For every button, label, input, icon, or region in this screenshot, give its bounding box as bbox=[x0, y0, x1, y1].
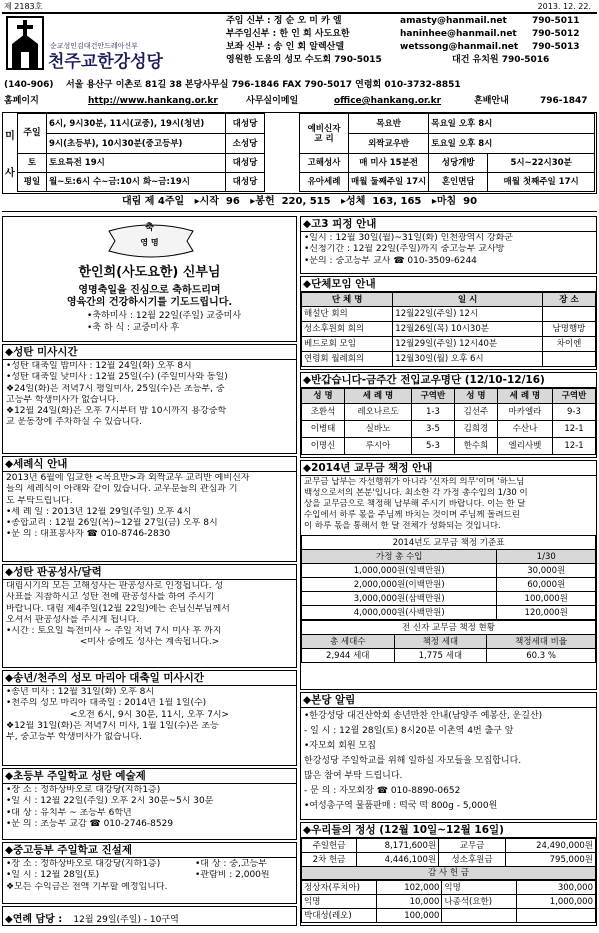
dues-section bbox=[300, 460, 597, 690]
table-cell: 12월22일(주일) 12시 bbox=[393, 307, 543, 322]
meetings-section bbox=[300, 276, 597, 370]
mass-day-saturday: 토 bbox=[18, 154, 47, 173]
table-header: 단 체 명 bbox=[302, 293, 393, 307]
address: 서울 용산구 이촌로 81길 38 본당사무실 796-1846 FAX 790-5017 연령회 010-3732-8851 bbox=[66, 80, 461, 90]
text-line: •문 의 : 초등부 교감 ☎ 010-2746-8529 bbox=[6, 818, 174, 829]
parish-notice-section bbox=[300, 692, 597, 820]
zip-code: (140-906) bbox=[4, 80, 54, 90]
text-line: •관람비 : 2,000원 bbox=[195, 870, 270, 880]
table-cell: 12월29일(주일) 12시40분 bbox=[393, 337, 543, 352]
table-cell: 한수희 bbox=[454, 438, 497, 455]
wedding-label: 혼배안내 bbox=[474, 96, 509, 106]
table-cell: 300,000 bbox=[517, 881, 596, 895]
mass-time: 6시, 9시30분, 11시(교중), 19시(청년) bbox=[47, 114, 226, 134]
table-cell: 795,000원 bbox=[506, 853, 596, 867]
catechumen-class: 외짝교우반 bbox=[349, 134, 429, 154]
table-cell: 김희경 bbox=[454, 421, 497, 438]
table-title: 2014년도 교무금 책정 기준표 bbox=[302, 536, 596, 550]
table-cell bbox=[542, 307, 595, 322]
table-cell: 성소후원회 회의 bbox=[302, 322, 393, 337]
dues-standard-table bbox=[301, 535, 596, 620]
table-cell: 1,775 세대 bbox=[394, 649, 487, 663]
table-cell: 102,000 bbox=[377, 881, 442, 895]
confession-time: 매 미사 15분전 bbox=[349, 154, 429, 173]
homepage-label: 홈페이지 bbox=[4, 96, 39, 106]
mass-time: 토요특전 19시 bbox=[47, 154, 226, 173]
mass-day-sunday: 주일 bbox=[18, 114, 47, 154]
table-header: 구역반 bbox=[552, 389, 595, 404]
clergy-contacts: 주임 신부 : 정 순 오 미 카 엘 amasty@hanmail.net 790-5011 부주임신부 : 한 인 희 사도요한 haninhee@hanmail.net 790-5012 보좌 신부 : 송 인 회 알렉산델 wetssong@hanmail.net 790-5013 영원한 도움의 성모 수도회 790-5015 대건 유치원 790-5016 bbox=[226, 16, 580, 65]
catechumen-label: 예비신자 교 리 bbox=[300, 114, 349, 154]
table-cell: 정상자(루치아) bbox=[302, 881, 377, 895]
table-cell: 주일헌금 bbox=[302, 839, 357, 853]
marriage-interview-label: 혼인면담 bbox=[429, 173, 488, 192]
text-line: 바랍니다. 대림 제4주일(12월 22일)에는 손님신부님께서 bbox=[6, 603, 230, 614]
table-cell: 해설단 회의 bbox=[302, 307, 393, 322]
infant-baptism-time: 매월 둘째주일 17시 bbox=[349, 173, 429, 192]
table-header: 세 례 명 bbox=[497, 389, 552, 404]
text-line: 사표를 지참하시고 성탄 전에 판공성사를 하여 주시기 bbox=[6, 592, 215, 603]
text-line: •종합교리 : 12월 26일(목)~12월 27일(금) 오후 8시 bbox=[6, 518, 218, 529]
table-cell: 5-3 bbox=[411, 438, 454, 455]
section-title: ◆세례식 안내 bbox=[3, 457, 296, 472]
parish-name: 천주교한강성당 bbox=[48, 52, 163, 72]
catechumen-time: 목요일 오후 8시 bbox=[429, 114, 595, 134]
text-line: 대림시기의 모든 고해성사는 판공성사로 인정됩니다. 성 bbox=[6, 581, 224, 591]
text-line: •자모회 회원 모집 bbox=[304, 741, 376, 751]
catechumen-class: 목요반 bbox=[349, 114, 429, 134]
section-title: ◆중고등부 주일학교 진설제 bbox=[3, 843, 296, 858]
mass-place: 대성당 bbox=[226, 114, 265, 134]
text-line: •세 례 일 : 2013년 12월 29일(주일) 오후 4시 bbox=[6, 506, 192, 517]
table-cell: 김선주 bbox=[454, 404, 497, 421]
homepage-link[interactable]: http://www.hankang.or.kr bbox=[88, 96, 218, 106]
mass-time: 9시(초등부), 10시30분(중고등부) bbox=[47, 134, 226, 154]
offering-table bbox=[301, 838, 596, 880]
church-open-label: 성당개방 bbox=[429, 154, 488, 173]
mass-place: 소성당 bbox=[226, 134, 265, 154]
text-line: 부, 중고등부 학생미사가 없습니다. bbox=[6, 732, 143, 743]
text-line: •일시 : 12월 30일(월)~31일(화) 인천광역시 강화군 bbox=[304, 233, 513, 243]
text-line: •일 시 : 12월 28일(토) bbox=[6, 870, 100, 881]
text-line: 수입에서 하루 몫을 주님께 바치는 것이며 주님께 돌려드린 bbox=[304, 510, 520, 520]
celebration-line: 영명축일을 진심으로 축하드리며 bbox=[78, 285, 221, 296]
table-cell: 엘리사벳 bbox=[497, 438, 552, 455]
table-cell: 나종석(요한) bbox=[442, 895, 517, 909]
section-title: ◆2014년 교무금 책정 안내 bbox=[301, 461, 596, 476]
table-cell: 차이엔 bbox=[542, 337, 595, 352]
table-cell: 이병태 bbox=[302, 421, 345, 438]
table-cell: 12-1 bbox=[552, 421, 595, 438]
baptism-section bbox=[2, 456, 297, 562]
mass-schedule bbox=[2, 112, 597, 194]
text-line: 백성으로서의 본분'입니다. 최소한 각 가정 총수입의 1/30 이 bbox=[304, 488, 528, 498]
table-cell: 12월26일(목) 10시30분 bbox=[393, 322, 543, 337]
table-cell: 4,000,000원(사백만원) bbox=[302, 606, 497, 620]
table-header: 총 세대수 bbox=[302, 635, 395, 649]
section-title: ◆반갑습니다-금주간 전입교우명단 (12/10-12/16) bbox=[301, 373, 596, 388]
table-header: 세 례 명 bbox=[345, 389, 412, 404]
catechumen-time: 토요일 오후 8시 bbox=[429, 134, 595, 154]
mass-day-weekday: 평일 bbox=[18, 173, 47, 192]
text-line: 고등부 학생미사가 없습니다. bbox=[6, 394, 119, 405]
text-line: 12월 29일(주일) - 10구역 bbox=[73, 915, 179, 925]
text-line: 많은 참여 부탁 드립니다. bbox=[304, 771, 403, 781]
senior-retreat-section bbox=[300, 216, 597, 274]
church-open-time: 5시~22시30분 bbox=[488, 154, 595, 173]
table-cell: 1,000,000원(일백만원) bbox=[302, 564, 497, 578]
table-cell: 수산나 bbox=[497, 421, 552, 438]
celebration-title: 한인희(사도요한) 신부님 bbox=[78, 265, 221, 280]
text-line: 도 부탁드립니다. bbox=[6, 495, 73, 506]
table-cell: 남명행방 bbox=[542, 322, 595, 337]
table-cell: 4,446,100원 bbox=[357, 853, 439, 867]
text-line: •여성총구역 물품판매 : 떡국 떡 800g - 5,000원 bbox=[304, 801, 498, 811]
memorial-section bbox=[2, 906, 297, 926]
text-line: •장 소 : 정하상바오로 대강당(지하1층) bbox=[6, 859, 161, 869]
table-cell: 9-3 bbox=[552, 404, 595, 421]
table-cell: 이명신 bbox=[302, 438, 345, 455]
text-line: •문 의 : 대표봉사자 ☎ 010-8746-2830 bbox=[6, 529, 171, 540]
dues-status-table bbox=[301, 620, 596, 663]
text-line: 오셔서 판공성사를 주시게 됩니다. bbox=[6, 614, 140, 625]
text-line: •대 상 : 유치부 ~ 초등부 6학년 bbox=[6, 807, 132, 818]
table-header: 장 소 bbox=[542, 293, 595, 307]
table-cell: 루시아 bbox=[345, 438, 412, 455]
marriage-interview-time: 매월 첫째주일 17시 bbox=[488, 173, 595, 192]
infant-baptism-label: 유아세례 bbox=[300, 173, 349, 192]
parish-subtitle: 순교성인김대건안드레아신부 bbox=[50, 42, 138, 50]
text-line: •일 시 : 12월 22일(주일) 오후 2시 30분~5시 30분 bbox=[6, 796, 214, 807]
issue-number: 제 2183호 bbox=[4, 2, 43, 11]
mass-place: 대성당 bbox=[226, 173, 265, 192]
judgment-section bbox=[2, 564, 297, 668]
text-line: •한강성당 대건산학회 송년만찬 안내(남양주 예봉산, 운길산) bbox=[304, 711, 543, 721]
text-line: 교무금 납부는 자선행위가 아니라 '신자의 의무'이며 '하느님 bbox=[304, 477, 525, 487]
table-header: 성 명 bbox=[302, 389, 345, 404]
table-cell: 연령회 월례회의 bbox=[302, 352, 393, 367]
table-cell: 2,000,000원(이백만원) bbox=[302, 578, 497, 592]
section-title: ◆우리들의 정성 (12월 10일~12월 16일) bbox=[301, 823, 596, 838]
table-cell: 레오나르도 bbox=[345, 404, 412, 421]
text-line: 상을 교무금으로 책정해 납부해 주시기 바랍니다. 이는 한 달 bbox=[304, 499, 526, 509]
section-title: ◆단체모임 안내 bbox=[301, 277, 596, 292]
table-header: 책정 세대 bbox=[394, 635, 487, 649]
table-header: 성 명 bbox=[454, 389, 497, 404]
celebration-item: •축하미사 : 12월 22일(주일) 교중미사 bbox=[87, 311, 242, 321]
table-cell: 100,000 bbox=[377, 909, 442, 923]
text-line: •시간 : 토요일 특전미사 ~ 주일 저녁 7시 미사 후 까지 bbox=[6, 626, 222, 637]
table-cell: 3-5 bbox=[411, 421, 454, 438]
stats-rule bbox=[2, 211, 597, 212]
table-cell: 60.3 % bbox=[487, 649, 596, 663]
table-cell: 8,171,600원 bbox=[357, 839, 439, 853]
text-line: 한강성당 주일학교를 위해 일하실 자모들을 모집합니다. bbox=[304, 756, 522, 766]
confession-label: 고해성사 bbox=[300, 154, 349, 173]
office-email-label: 사무실이메일 bbox=[246, 96, 299, 106]
mass-place: 대성당 bbox=[226, 154, 265, 173]
text-line: ❖12월 24일(화)은 오후 7시부터 밤 10시까지 용강중학 bbox=[6, 406, 227, 417]
table-cell: 1,000,000 bbox=[517, 895, 596, 909]
table-cell: 24,490,000원 bbox=[506, 839, 596, 853]
table-cell bbox=[517, 909, 596, 923]
table-cell: 30,000원 bbox=[497, 564, 596, 578]
table-cell: 120,000원 bbox=[497, 606, 596, 620]
text-line: 교 운동장에 주차하실 수 있습니다. bbox=[6, 417, 143, 428]
table-cell: 익명 bbox=[302, 895, 377, 909]
table-cell bbox=[442, 909, 517, 923]
text-line: ❖24일(화)은 저녁7시 평일미사, 25일(수)은 초등부, 중 bbox=[6, 383, 225, 394]
header-rule bbox=[2, 12, 597, 14]
section-title: ◆성탄 판공성사/달력 bbox=[3, 565, 296, 580]
table-cell: 조환석 bbox=[302, 404, 345, 421]
christmas-mass-section bbox=[2, 344, 297, 454]
table-header: 일 시 bbox=[393, 293, 543, 307]
text-line: •신청기간 : 12월 22일(주일)까지 중고등부 교사방 bbox=[304, 244, 505, 255]
table-header: 구역반 bbox=[411, 389, 454, 404]
middle-school-section bbox=[2, 842, 297, 904]
celebration-item: •축 하 식 : 교중미사 후 bbox=[87, 323, 180, 333]
table-cell: 1-3 bbox=[411, 404, 454, 421]
text-line: •성탄 대축일 낮미사 : 12월 25일(수) (주일미사와 동일) bbox=[6, 372, 228, 383]
text-line: •송년 미사 : 12월 31일(화) 오후 8시 bbox=[6, 687, 155, 697]
table-header: 책정세대 비율 bbox=[487, 635, 596, 649]
text-line: •성탄 대축일 밤미사 : 12월 24일(화) 오후 8시 bbox=[6, 361, 192, 371]
table-cell: 박대성(레오) bbox=[302, 909, 377, 923]
table-cell: 3,000,000원(삼백만원) bbox=[302, 592, 497, 606]
table-cell: 10,000 bbox=[377, 895, 442, 909]
office-email-link[interactable]: office@hankang.or.kr bbox=[334, 96, 442, 106]
thanks-table bbox=[301, 880, 596, 923]
table-cell: 실바노 bbox=[345, 421, 412, 438]
celebration-badge-bottom: 영 명 bbox=[140, 238, 159, 247]
text-line: - 문 의 : 자모회장 ☎ 010-8890-0652 bbox=[304, 786, 461, 796]
table-cell: 성소후원금 bbox=[439, 853, 506, 867]
celebration-badge-top: 축 bbox=[145, 223, 154, 233]
table-cell: 12-1 bbox=[552, 438, 595, 455]
table-title: 감 사 헌 금 bbox=[302, 867, 596, 880]
table-cell: 교무금 bbox=[439, 839, 506, 853]
section-title: ◆성탄 미사시간 bbox=[3, 345, 296, 360]
table-cell bbox=[542, 352, 595, 367]
text-line: ❖12월 31일(화)은 저녁7시 미사, 1월 1일(수)은 초등 bbox=[6, 720, 219, 731]
table-title: 전 신자 교무금 책정 현황 bbox=[302, 621, 596, 635]
sunday-school-section bbox=[2, 768, 297, 840]
text-line: •대 상 : 중,고등부 bbox=[195, 859, 267, 869]
text-line: <미사 중에도 성사는 계속됩니다.> bbox=[79, 637, 220, 648]
yearend-section bbox=[2, 670, 297, 766]
celebration-box bbox=[2, 216, 297, 342]
text-line: - 일 시 : 12월 28일(토) 8시20분 이촌역 4번 출구 앞 bbox=[304, 726, 514, 736]
table-cell: 60,000원 bbox=[497, 578, 596, 592]
text-line: <오전 6시, 9시 30분, 11시, 오후 7시> bbox=[69, 709, 230, 720]
text-line: •장 소 : 정하상바오로 대강당(지하1층) bbox=[6, 785, 161, 795]
text-line: 2013년 6월에 입교한 <목요반>과 외짝교우 교리반 예비신자 bbox=[6, 473, 250, 483]
text-line: •문의 : 중고등부 교사 ☎ 010-3509-6244 bbox=[304, 255, 477, 266]
mass-time: 월~토:6시 수~금:10시 화~금:19시 bbox=[47, 173, 226, 192]
table-cell: 마카엘라 bbox=[497, 404, 552, 421]
section-title: ◆송년/천주의 성모 마리아 대축일 미사시간 bbox=[3, 671, 296, 686]
section-title: ◆고3 피정 안내 bbox=[301, 217, 596, 232]
section-title: ◆연례 담당 : bbox=[5, 914, 63, 925]
section-title: ◆본당 알림 bbox=[301, 693, 596, 708]
offering-section bbox=[300, 822, 597, 926]
text-line: 이 하루 몫을 통해서 한 달 전체가 성화되는 것입니다. bbox=[304, 521, 501, 531]
section-title: ◆초등부 주일학교 성탄 예술제 bbox=[3, 769, 296, 784]
table-header: 가정 총 수입 bbox=[302, 550, 497, 564]
table-cell: 2,944 세대 bbox=[302, 649, 395, 663]
table-cell: 익명 bbox=[442, 881, 517, 895]
wedding-phone: 796-1847 bbox=[540, 96, 588, 106]
text-line: •천주의 성모 마리아 대축일 : 2014년 1월 1일(수) bbox=[6, 698, 207, 709]
church-logo-icon bbox=[6, 16, 44, 70]
table-cell: 100,000원 bbox=[497, 592, 596, 606]
table-cell: 12월30일(월) 오후 6시 bbox=[393, 352, 543, 367]
newcomers-section bbox=[300, 372, 597, 458]
table-cell: 베드로회 모임 bbox=[302, 337, 393, 352]
table-cell: 2차 헌금 bbox=[302, 853, 357, 867]
celebration-line: 영육간의 건강하시기를 기도드립니다. bbox=[66, 297, 233, 308]
issue-date: 2013. 12. 22. bbox=[537, 2, 591, 11]
table-header: 1/30 bbox=[497, 550, 596, 564]
mass-side-label: 미 사 bbox=[3, 113, 18, 192]
text-line: 들의 세례식이 아래와 같이 있습니다. 교우분들의 관심과 기 bbox=[6, 484, 238, 495]
text-line: ❖모든 수익금은 전액 기부할 예정입니다. bbox=[6, 881, 168, 892]
mass-stats: 대림 제 4주일 ▸시작 96 ▸봉헌 220, 515 ▸성체 163, 165 ▸마침 90 bbox=[121, 196, 478, 207]
